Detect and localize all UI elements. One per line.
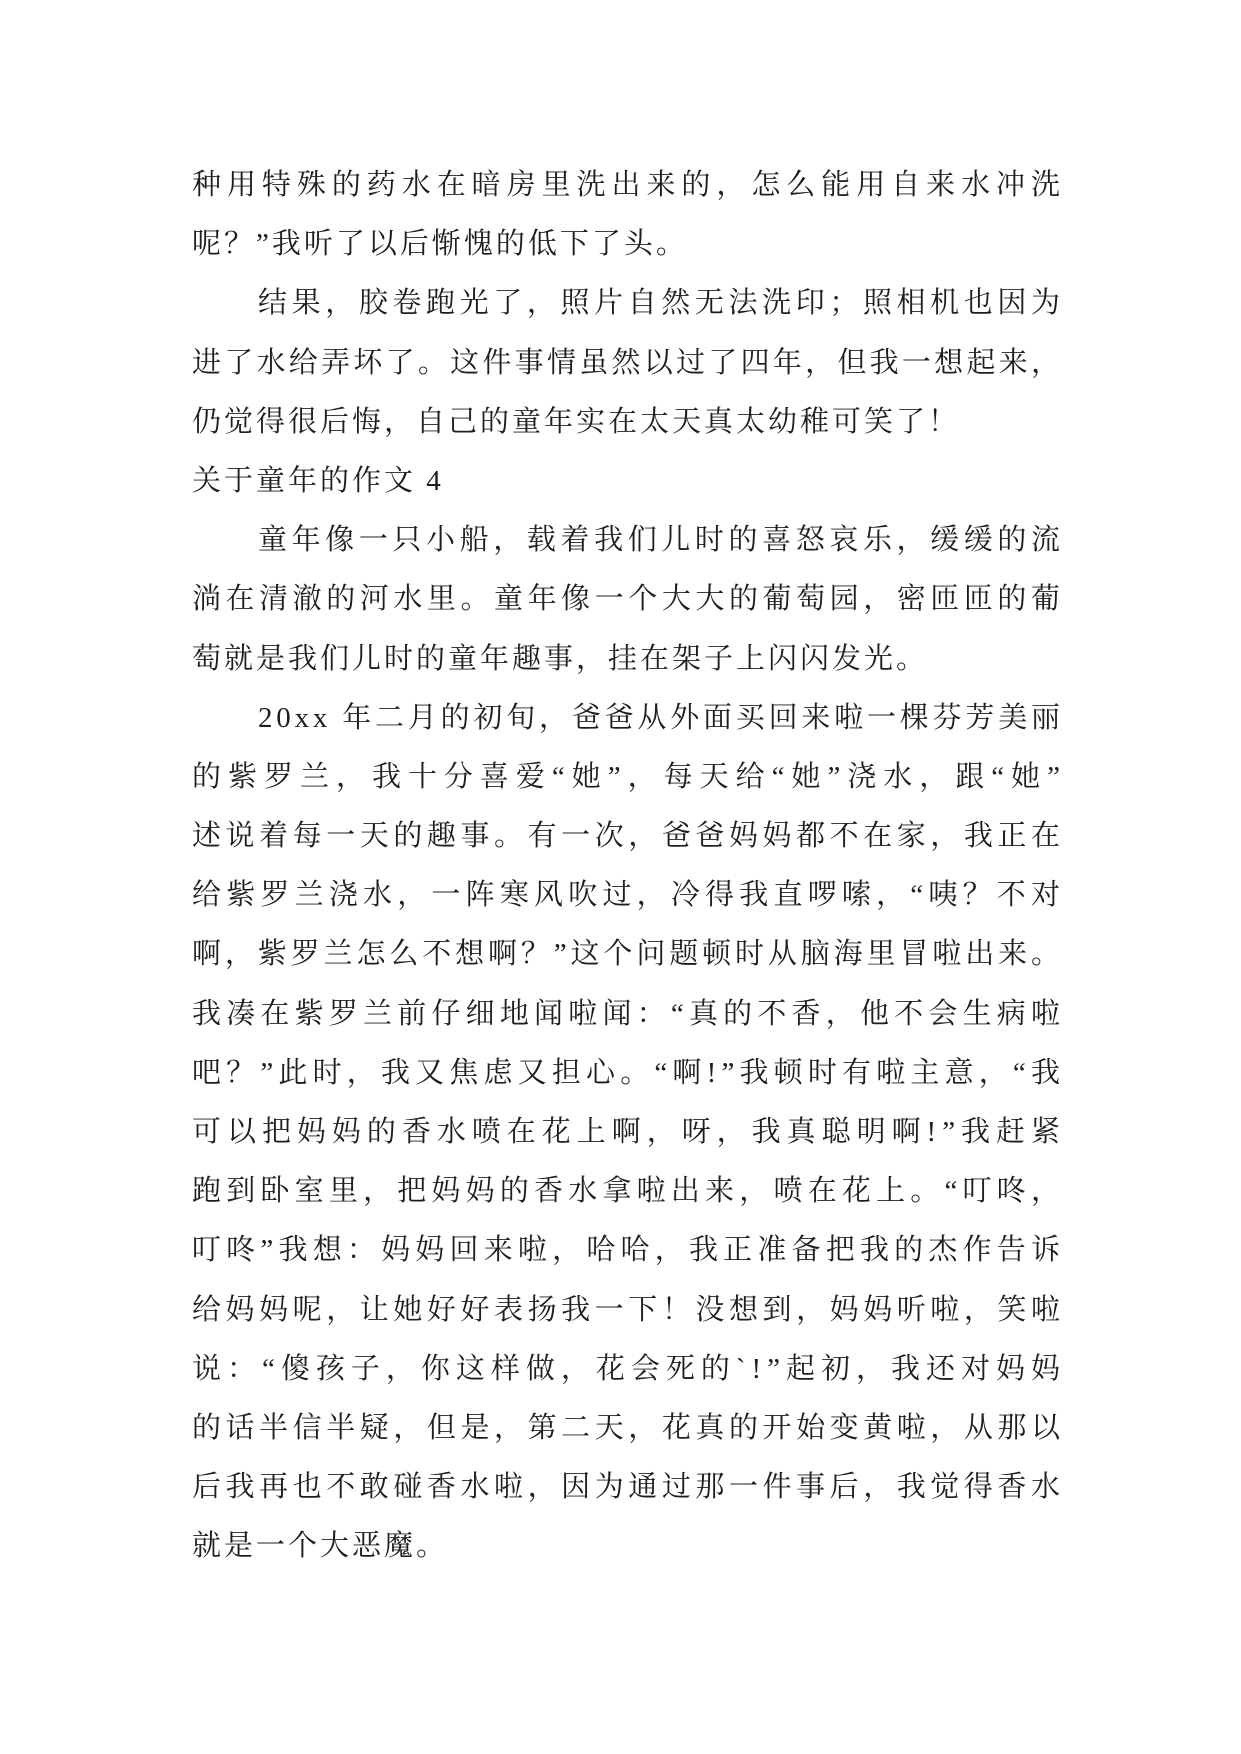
text-line: 就是一个大恶魔。 <box>192 1530 449 1563</box>
paragraph <box>192 689 1067 1577</box>
document-body <box>192 156 1067 1577</box>
text-line: 呢？”我听了以后惭愧的低下了头。 <box>192 228 688 261</box>
text-line: 后我再也不敢碰香水啦，因为通过那一件事后，我觉得香水 <box>192 1471 1065 1504</box>
paragraph <box>192 274 1065 452</box>
text-line: 结果，胶卷跑光了，照片自然无法洗印；照相机也因为 <box>258 287 1065 320</box>
text-line: 进了水给弄坏了。这件事情虽然以过了四年，但我一想起来， <box>192 346 1064 379</box>
paragraph <box>192 511 1065 689</box>
text-line: 20xx 年二月的初旬，爸爸从外面买回来啦一棵芬芳美丽 <box>258 701 1064 734</box>
text-line: 的紫罗兰，我十分喜爱“她”，每天给“她”浇水，跟“她” <box>192 760 1067 793</box>
text-line: 我凑在紫罗兰前仔细地闻啦闻：“真的不香，他不会生病啦 <box>192 997 1066 1030</box>
paragraph <box>192 156 1066 274</box>
text-line: 给妈妈呢，让她好好表扬我一下！没想到，妈妈听啦，笑啦 <box>192 1293 1065 1326</box>
text-line: 说：“傻孩子，你这样做，花会死的`!”起初，我还对妈妈 <box>192 1352 1066 1385</box>
text-line: 仍觉得很后悔，自己的童年实在太天真太幼稚可笑了！ <box>192 405 961 438</box>
text-line: 童年像一只小船，载着我们儿时的喜怒哀乐，缓缓的流 <box>258 524 1065 557</box>
essay-title: 关于童年的作文 4 <box>192 464 444 497</box>
text-line: 淌在清澈的河水里。童年像一个大大的葡萄园，密匝匝的葡 <box>192 583 1065 616</box>
text-line: 述说着每一天的趣事。有一次，爸爸妈妈都不在家，我正在 <box>192 820 1065 853</box>
text-line: 给紫罗兰浇水，一阵寒风吹过，冷得我直啰嗦，“咦？不对 <box>192 879 1066 912</box>
text-line: 吧？”此时，我又焦虑又担心。“啊!”我顿时有啦主意，“我 <box>192 1056 1066 1089</box>
text-line: 跑到卧室里，把妈妈的香水拿啦出来，喷在花上。“叮咚， <box>192 1175 1066 1208</box>
text-line: 可以把妈妈的香水喷在花上啊，呀，我真聪明啊!”我赶紧 <box>192 1116 1066 1148</box>
text-line: 种用特殊的药水在暗房里洗出来的，怎么能用自来水冲洗 <box>192 169 1066 201</box>
text-line: 萄就是我们儿时的童年趣事，挂在架子上闪闪发光。 <box>192 642 929 675</box>
text-line: 叮咚”我想：妈妈回来啦，哈哈，我正准备把我的杰作告诉 <box>192 1234 1066 1267</box>
text-line: 的话半信半疑，但是，第二天，花真的开始变黄啦，从那以 <box>192 1411 1065 1444</box>
text-line: 啊，紫罗兰怎么不想啊？”这个问题顿时从脑海里冒啦出来。 <box>192 938 1064 971</box>
